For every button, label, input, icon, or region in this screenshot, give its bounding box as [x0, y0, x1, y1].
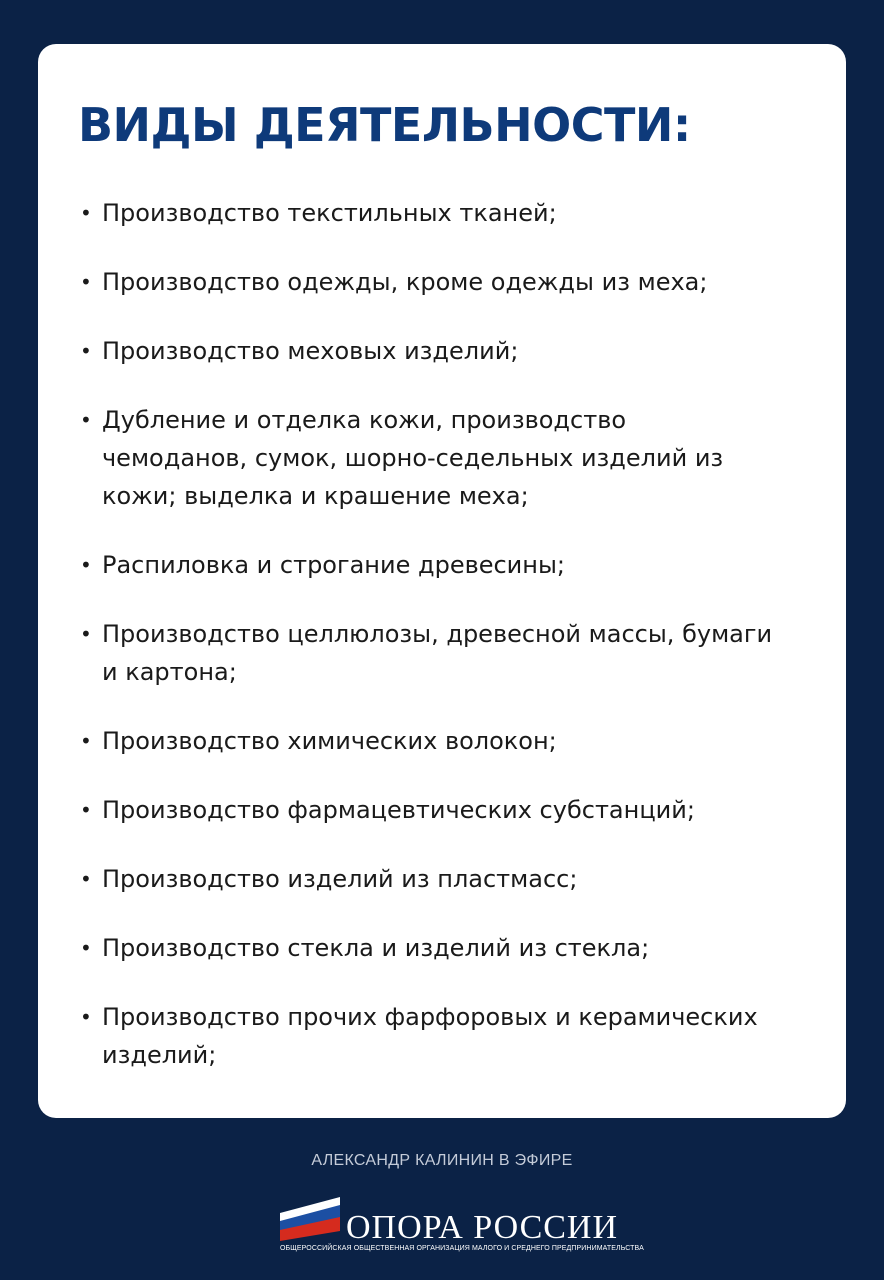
- bullet-icon: •: [80, 729, 92, 753]
- footer-caption: АЛЕКСАНДР КАЛИНИН В ЭФИРЕ: [311, 1152, 573, 1169]
- list-item-text: Производство прочих фарфоровых и керамических изделий;: [102, 1003, 758, 1069]
- bullet-icon: •: [80, 339, 92, 363]
- list-item: [78, 722, 778, 760]
- list-item: [78, 929, 778, 967]
- list-item: [78, 546, 778, 584]
- opora-logo: [280, 1195, 644, 1257]
- list-item: [78, 998, 778, 1074]
- list-item: [78, 194, 778, 232]
- bullet-icon: •: [80, 270, 92, 294]
- list-item-text: Производство стекла и изделий из стекла;: [102, 934, 650, 962]
- list-item: [78, 615, 778, 691]
- list-item-text: Производство текстильных тканей;: [102, 199, 557, 227]
- page-title: ВИДЫ ДЕЯТЕЛЬНОСТИ:: [78, 98, 691, 152]
- content-card: [38, 44, 846, 1118]
- bullet-icon: •: [80, 553, 92, 577]
- list-item: [78, 263, 778, 301]
- list-item: [78, 401, 778, 515]
- list-item-text: Производство одежды, кроме одежды из меха;: [102, 268, 708, 296]
- list-item: [78, 860, 778, 898]
- list-item-text: Производство меховых изделий;: [102, 337, 519, 365]
- list-item-text: Производство целлюлозы, древесной массы, бумаги и картона;: [102, 620, 773, 686]
- list-item: [78, 332, 778, 370]
- logo-subtitle: ОБЩЕРОССИЙСКАЯ ОБЩЕСТВЕННАЯ ОРГАНИЗАЦИЯ МАЛОГО И СРЕДНЕГО ПРЕДПРИНИМАТЕЛЬСТВА: [280, 1245, 644, 1252]
- flag-icon: [280, 1197, 342, 1241]
- bullet-icon: •: [80, 798, 92, 822]
- activities-list: [78, 194, 778, 1105]
- list-item-text: Производство химических волокон;: [102, 727, 557, 755]
- bullet-icon: •: [80, 201, 92, 225]
- list-item-text: Производство фармацевтических субстанций;: [102, 796, 695, 824]
- bullet-icon: •: [80, 867, 92, 891]
- list-item: [78, 791, 778, 829]
- bullet-icon: •: [80, 1005, 92, 1029]
- list-item-text: Распиловка и строгание древесины;: [102, 551, 566, 579]
- logo-name: ОПОРА РОССИИ: [346, 1209, 619, 1246]
- bullet-icon: •: [80, 622, 92, 646]
- list-item-text: Дубление и отделка кожи, производство чемоданов, сумок, шорно-седельных изделий из кожи; выделка и крашение меха;: [102, 406, 724, 510]
- bullet-icon: •: [80, 408, 92, 432]
- bullet-icon: •: [80, 936, 92, 960]
- list-item-text: Производство изделий из пластмасс;: [102, 865, 578, 893]
